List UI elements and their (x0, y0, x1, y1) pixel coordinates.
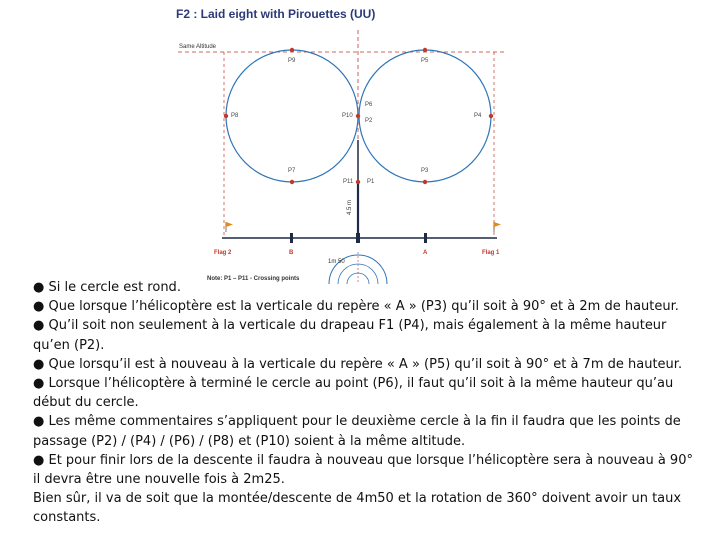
paragraph-constant-rates: Bien sûr, il va de soit que la montée/descente de 4m50 et la rotation de 360° doivent avoir un taux constants. (33, 491, 682, 526)
p9-label: P9 (288, 58, 296, 64)
p1-label: P1 (367, 179, 375, 185)
p9-dot (290, 48, 294, 52)
note-text: Note: P1 – P11 - Crossing points (207, 276, 300, 282)
p7-label: P7 (288, 168, 296, 174)
center-tick (356, 233, 360, 243)
p5-dot (423, 48, 427, 52)
paragraph-second-circle: ● Les même commentaires s’appliquent pour le deuxième cercle à la fin il faudra que les points de passage (P2) / (P4) / (P6) / (P8) et (P10) soient à la même altitude. (33, 414, 681, 449)
explanation-text (33, 278, 701, 528)
paragraph-p6: ● Lorsque l’hélicoptère à terminé le cercle au point (P6), il faut qu’il soit à la même hauteur qu’au début du cercle. (33, 376, 674, 411)
p4-dot (489, 114, 493, 118)
p11-label: P11 (343, 179, 354, 185)
p7-dot (290, 180, 294, 184)
p2-label: P2 (365, 118, 373, 124)
paragraph-p5: ● Que lorsqu’il est à nouveau à la verticale du repère « A » (P5) qu’il soit à 90° et à 7m de hauteur. (33, 356, 683, 372)
p6-label: P6 (365, 102, 373, 108)
same-altitude-label: Same Altitude (179, 44, 217, 50)
paragraph-p4: ● Qu’il soit non seulement à la verticale du drapeau F1 (P4), mais également à la même hauteur qu’en (P2). (33, 318, 667, 353)
paragraph-p3: ● Que lorsque l’hélicoptère est la verticale du repère « A » (P3) qu’il soit à 90° et à 2m de hauteur. (33, 299, 679, 315)
p10-label: P10 (342, 113, 353, 119)
p10-dot (356, 114, 360, 118)
p1-dot (356, 180, 360, 184)
flag-1-icon (494, 222, 501, 232)
flag-1-label: Flag 1 (482, 250, 500, 256)
p8-label: P8 (231, 113, 239, 119)
right-circle (359, 50, 491, 182)
height-marker: 4.5 m (347, 199, 353, 215)
marker-a-tick (424, 233, 427, 243)
marker-b-label: B (289, 250, 294, 256)
figure-title: F2 : Laid eight with Pirouettes (UU) (176, 7, 376, 21)
p4-label: P4 (474, 113, 482, 119)
p8-dot (224, 114, 228, 118)
flag-2-icon (226, 222, 233, 232)
p3-label: P3 (421, 168, 429, 174)
paragraph-circle-round: ● Si le cercle est rond. (33, 280, 181, 295)
paragraph-descent: ● Et pour finir lors de la descente il faudra à nouveau que lorsque l’hélicoptère sera à nouveau à 90° il devra être une nouvelle fois à 2m25. (33, 452, 693, 488)
p5-label: P5 (421, 58, 429, 64)
marker-a-label: A (423, 250, 428, 256)
marker-b-tick (290, 233, 293, 243)
radius-marker: 1m 50 (328, 259, 345, 265)
p3-dot (423, 180, 427, 184)
flag-2-label: Flag 2 (214, 250, 232, 256)
left-circle (226, 50, 358, 182)
